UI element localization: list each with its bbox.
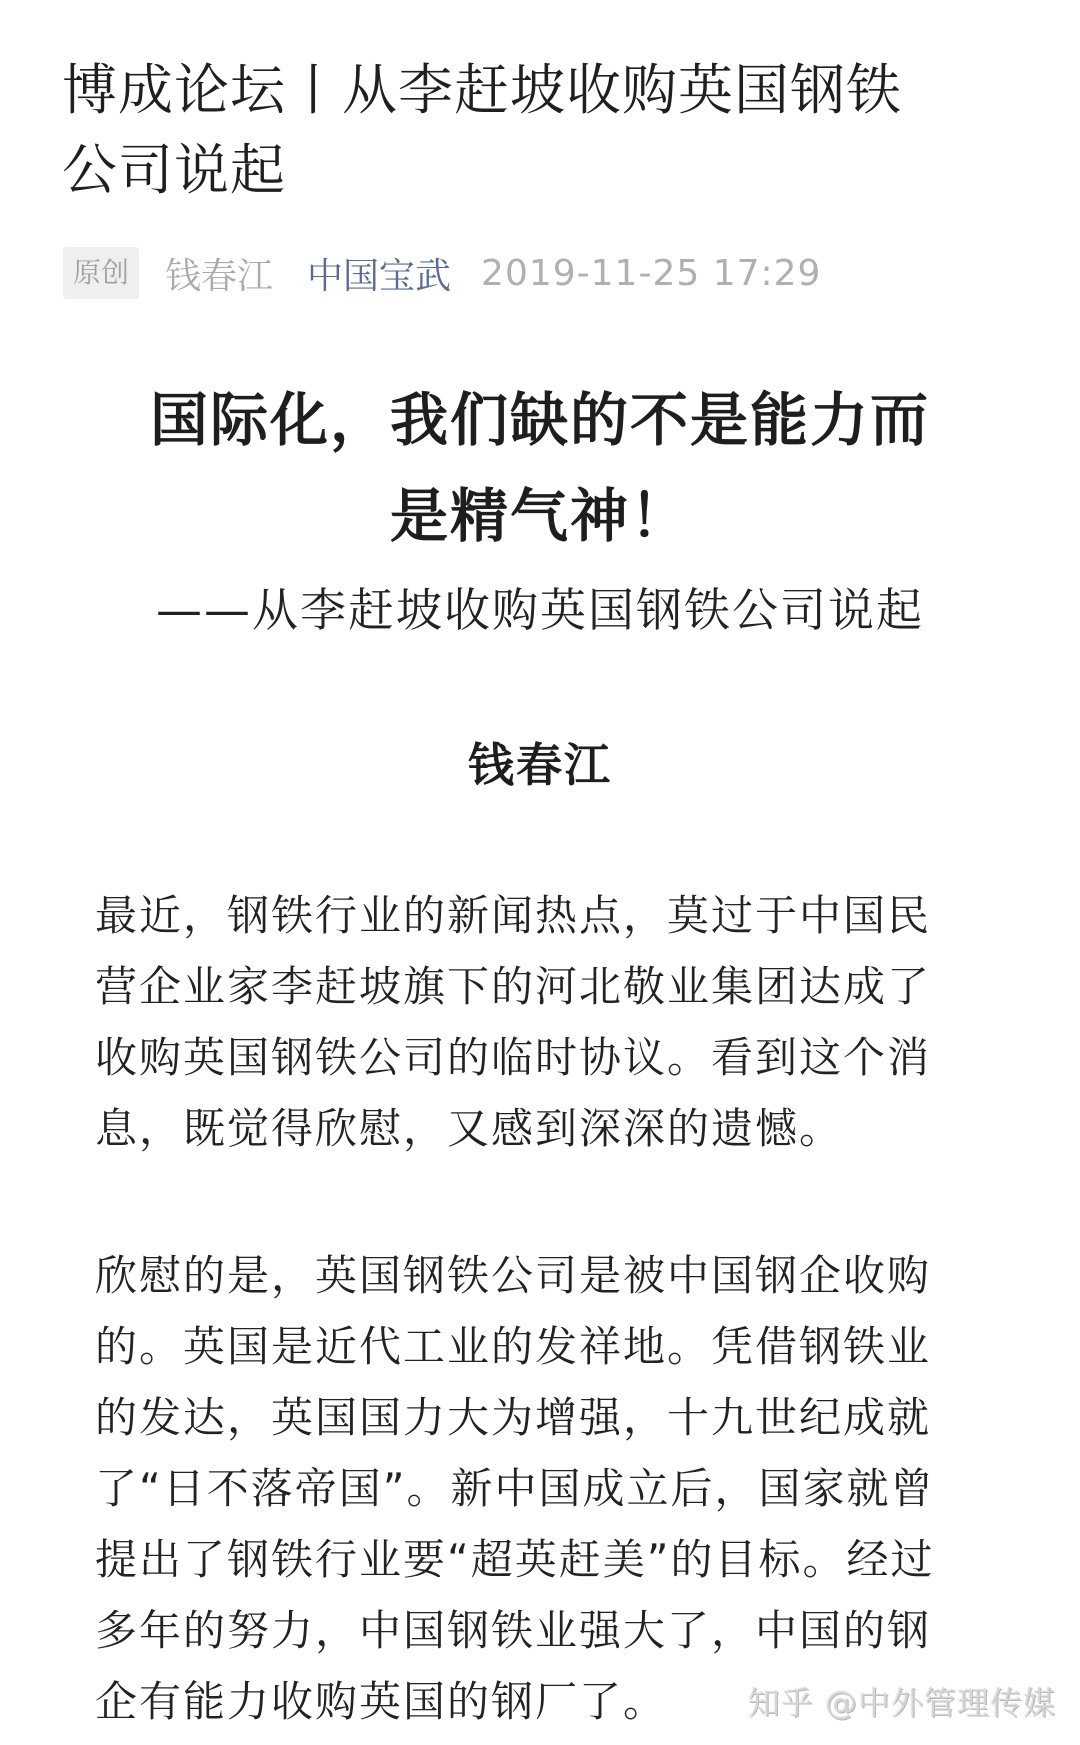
- article-title: [62, 50, 1022, 210]
- paragraph-line: 收购英国钢铁公司的临时协议。看到这个消: [95, 1033, 932, 1082]
- headline-line: 国际化，我们缺的不是能力而: [149, 386, 930, 454]
- paragraph-line: 欣慰的是，英国钢铁公司是被中国钢企收购: [95, 1251, 932, 1300]
- paragraph-line: 息，既觉得欣慰，又感到深深的遗憾。: [95, 1104, 844, 1153]
- paragraph-line: 多年的努力，中国钢铁业强大了，中国的钢: [95, 1606, 932, 1655]
- article-meta: [63, 247, 821, 299]
- article-subtitle: ——从李赶坡收购英国钢铁公司说起: [156, 583, 924, 637]
- paragraph-line: 了“日不落帝国”。新中国成立后，国家就曾: [95, 1464, 935, 1513]
- publish-timestamp: 2019-11-25 17:29: [481, 252, 822, 294]
- meta-author: 钱春江: [165, 255, 274, 297]
- article-byline: 钱春江: [468, 738, 612, 792]
- paragraph-1: [95, 880, 995, 1164]
- headline-line: 是精气神！: [389, 482, 690, 550]
- article-title-line: 博成论坛丨从李赶坡收购英国钢铁: [62, 58, 903, 122]
- article-headline: [90, 372, 990, 564]
- paragraph-line: 提出了钢铁行业要“超英赶美”的目标。经过: [95, 1535, 935, 1584]
- paragraph-line: 企有能力收购英国的钢厂了。: [95, 1677, 668, 1726]
- original-badge: 原创: [63, 247, 139, 299]
- article-title-line: 公司说起: [62, 138, 287, 202]
- account-link[interactable]: 中国宝武: [307, 255, 452, 297]
- paragraph-line: 的。英国是近代工业的发祥地。凭借钢铁业: [95, 1322, 932, 1371]
- zhihu-watermark: 知乎 @中外管理传媒: [747, 1684, 1056, 1722]
- paragraph-line: 最近，钢铁行业的新闻热点，莫过于中国民: [95, 891, 932, 940]
- paragraph-line: 的发达，英国国力大为增强，十九世纪成就: [95, 1393, 932, 1442]
- paragraph-2: [95, 1240, 995, 1737]
- paragraph-line: 营企业家李赶坡旗下的河北敬业集团达成了: [95, 962, 932, 1011]
